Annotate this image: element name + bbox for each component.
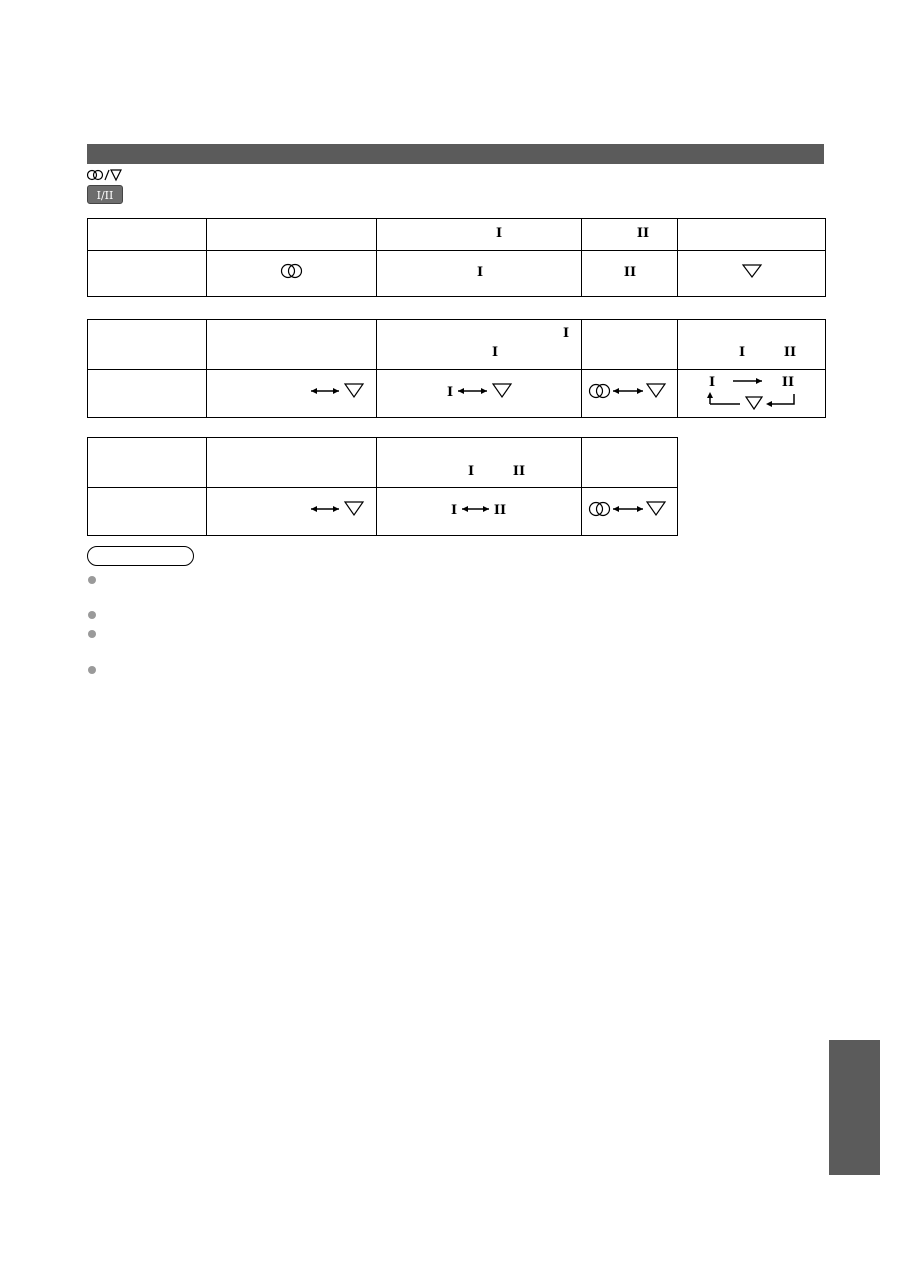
- chapter-side-tab: [829, 1040, 880, 1175]
- mono-triangle-icon: [111, 170, 121, 180]
- table-cell: [88, 488, 207, 536]
- table-cell: [377, 488, 582, 536]
- table-cell: [207, 251, 377, 297]
- double-arrow-icon: [311, 388, 339, 394]
- double-arrow-icon: [311, 506, 339, 512]
- slash-divider: [105, 170, 109, 180]
- svg-text:I: I: [708, 375, 716, 390]
- table-cell: [582, 438, 678, 488]
- svg-text:I: I: [476, 265, 484, 280]
- sound-mode-table-2: [87, 319, 826, 418]
- svg-text:I: I: [562, 326, 570, 341]
- mono-triangle-icon: [345, 502, 363, 515]
- svg-text:II: II: [636, 226, 650, 241]
- section-header-bar: [87, 144, 824, 164]
- svg-text:II: II: [512, 464, 526, 479]
- table-cell: [582, 370, 678, 418]
- stereo-icon: [88, 171, 103, 180]
- table-cell: [207, 219, 377, 251]
- note-bullet: [88, 611, 96, 619]
- table-cell: [582, 320, 678, 370]
- svg-text:I: I: [495, 226, 503, 241]
- svg-text:I/II: I/II: [96, 189, 114, 202]
- svg-text:II: II: [781, 375, 795, 390]
- note-bullet: [88, 666, 96, 674]
- double-arrow-icon: [458, 388, 487, 394]
- note-bullet: [88, 576, 96, 584]
- table-cell: [207, 370, 377, 418]
- double-arrow-icon: [613, 506, 643, 512]
- table-cell: [678, 320, 826, 370]
- table-cell: [88, 370, 207, 418]
- note-label-pill: [87, 546, 194, 566]
- svg-text:I: I: [450, 503, 458, 518]
- table-cell: [88, 320, 207, 370]
- sound-I-II-button-icon: [87, 185, 123, 204]
- table-cell: [207, 438, 377, 488]
- mono-triangle-icon: [493, 384, 511, 397]
- svg-text:II: II: [783, 345, 797, 360]
- table-cell: [377, 320, 582, 370]
- table-cell: [88, 251, 207, 297]
- note-bullet: [88, 630, 96, 638]
- table-cell: [678, 219, 826, 251]
- double-arrow-icon: [613, 388, 643, 394]
- table-cell: [678, 370, 826, 418]
- svg-text:I: I: [491, 345, 499, 360]
- stereo-icon: [277, 261, 307, 281]
- table-cell: [678, 251, 826, 297]
- svg-text:II: II: [623, 265, 637, 280]
- table-cell: [207, 320, 377, 370]
- stereo-mono-legend: [87, 168, 127, 182]
- table-cell: [582, 251, 678, 297]
- stereo-icon: [590, 385, 610, 398]
- svg-text:I: I: [738, 345, 746, 360]
- sound-mode-table-3: [87, 437, 678, 536]
- mono-triangle-icon: [647, 502, 665, 515]
- mono-triangle-icon: [746, 397, 762, 409]
- table-cell: [88, 219, 207, 251]
- mono-triangle-icon: [741, 263, 763, 279]
- stereo-icon: [590, 503, 610, 516]
- svg-text:II: II: [493, 503, 507, 518]
- table-cell: [207, 488, 377, 536]
- svg-text:I: I: [446, 385, 454, 400]
- table-cell: [377, 370, 582, 418]
- svg-text:I: I: [467, 464, 475, 479]
- table-cell: [582, 488, 678, 536]
- table-cell: [88, 438, 207, 488]
- table-cell: [377, 438, 582, 488]
- table-cell: [377, 219, 582, 251]
- mono-triangle-icon: [647, 384, 665, 397]
- right-arrow-icon: [733, 378, 762, 384]
- sound-mode-table-1: [87, 218, 826, 297]
- table-cell: [582, 219, 678, 251]
- table-cell: [377, 251, 582, 297]
- double-arrow-icon: [462, 506, 489, 512]
- mono-triangle-icon: [345, 384, 363, 397]
